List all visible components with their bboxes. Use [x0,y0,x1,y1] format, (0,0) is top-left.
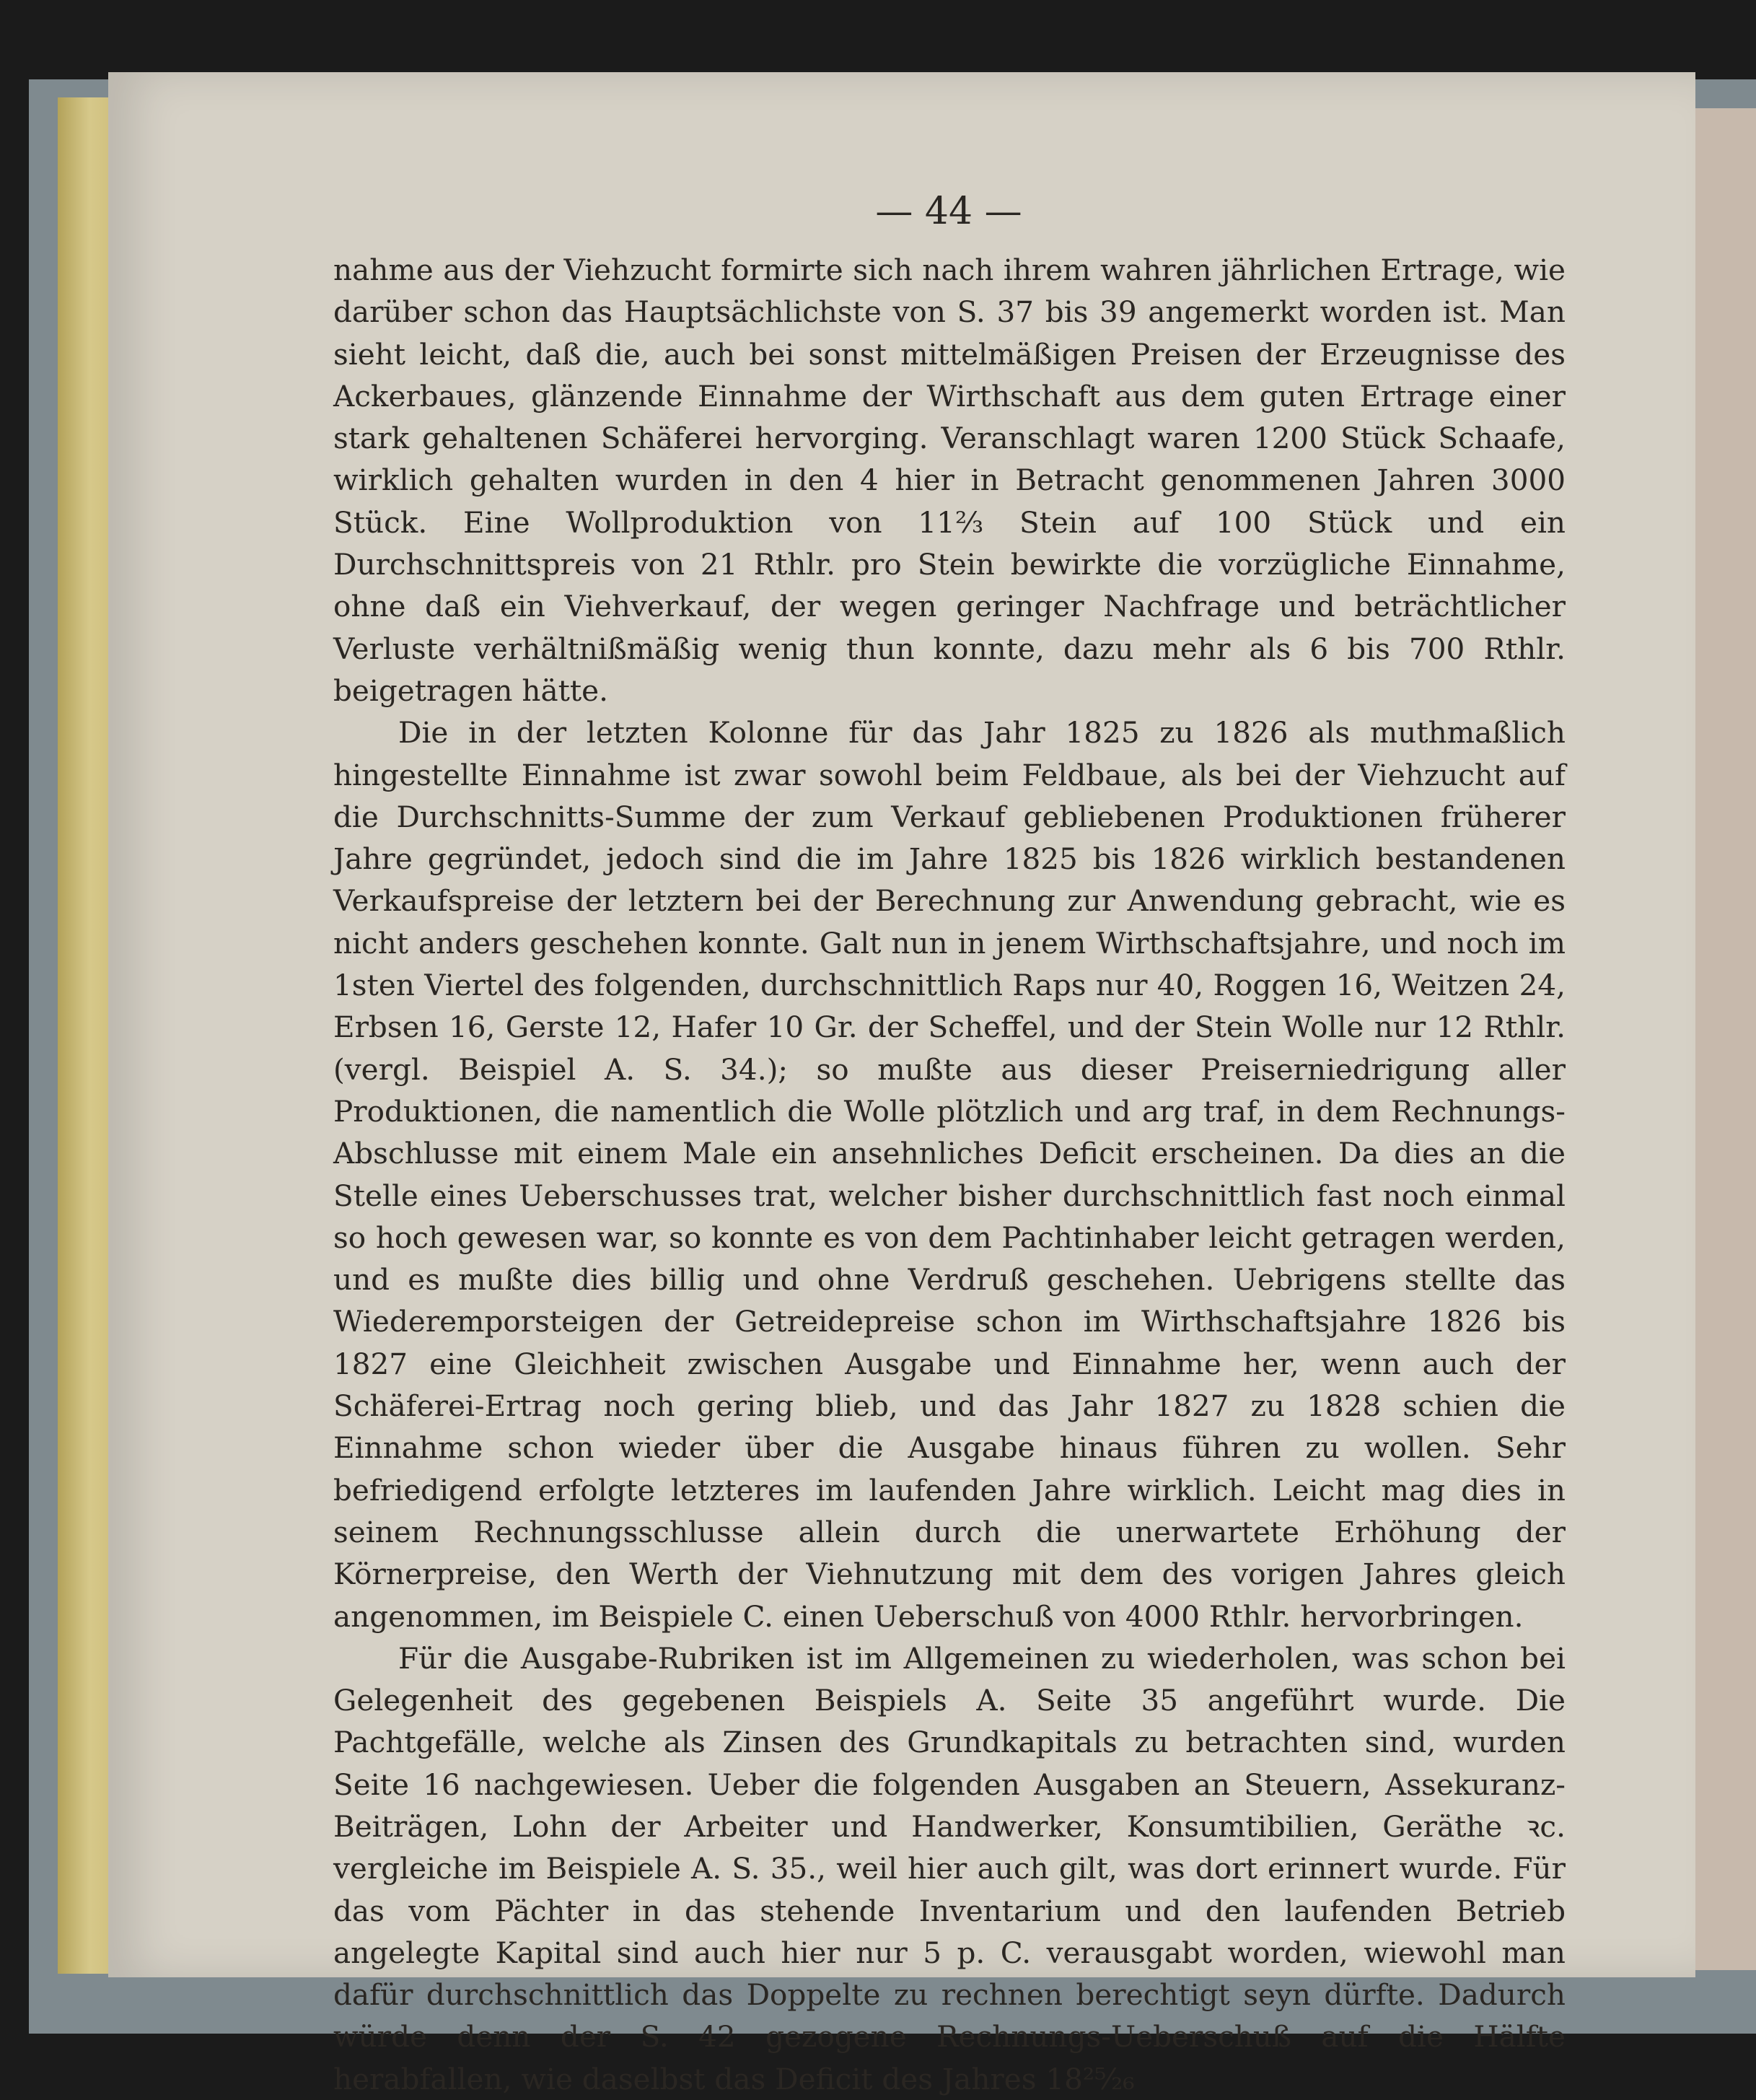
paragraph: Die in der letzten Kolonne für das Jahr 1825 zu 1826 als muthmaßlich hingestellte Einnahme ist zwar sowohl beim Feldbaue, als bei der Viehzucht auf die Durchschnitts-Summe der zum Verkauf gebliebenen Produktionen früherer Jahre gegründet, jedoch sind die im Jahre 1825 bis 1826 wirklich bestandenen Verkaufspreise der letztern bei der Berechnung zur Anwendung gebracht, wie es nicht anders geschehen konnte. Galt nun in jenem Wirthschaftsjahre, und noch im 1sten Viertel des folgenden, durchschnittlich Raps nur 40, Roggen 16, Weitzen 24, Erbsen 16, Gerste 12, Hafer 10 Gr. der Scheffel, und der Stein Wolle nur 12 Rthlr. (vergl. Beispiel A. S. 34.); so mußte aus dieser Preiserniedrigung aller Produktionen, die namentlich die Wolle plötzlich und arg traf, in dem Rechnungs-Abschlusse mit einem Male ein ansehnliches Deficit erscheinen. Da dies an die Stelle eines Ueberschusses trat, welcher bisher durchschnittlich fast noch einmal so hoch gewesen war, so konnte es von dem Pachtinhaber leicht getragen werden, und es mußte dies billig und ohne Verdruß geschehen. Uebrigens stellte das Wiederemporsteigen der Getreidepreise schon im Wirthschaftsjahre 1826 bis 1827 eine Gleichheit zwischen Ausgabe und Einnahme her, wenn auch der Schäferei-Ertrag noch gering blieb, und das Jahr 1827 zu 1828 schien die Einnahme schon wieder über die Ausgabe hinaus führen zu wollen. Sehr befriedigend erfolgte letzteres im laufenden Jahre wirklich. Leicht mag dies in seinem Rechnungsschlusse allein durch die unerwartete Erhöhung der Körnerpreise, den Werth der Viehnutzung mit dem des vorigen Jahres gleich angenommen, im Beispiele C. einen Ueberschuß von 4000 Rthlr. hervorbringen. [333,715,1566,1634]
paragraph: nahme aus der Viehzucht formirte sich nach ihrem wahren jährlichen Ertrage, wie darüber schon das Hauptsächlichste von S. 37 bis 39 angemerkt worden ist. Man sieht leicht, daß die, auch bei sonst mittelmäßigen Preisen der Erzeugnisse des Ackerbaues, glänzende Einnahme der Wirthschaft aus dem guten Ertrage einer stark gehaltenen Schäferei hervorging. Veranschlagt waren 1200 Stück Schaafe, wirklich gehalten wurden in den 4 hier in Betracht genommenen Jahren 3000 Stück. Eine Wollproduktion von 11⅔ Stein auf 100 Stück und ein Durchschnittspreis von 21 Rthlr. pro Stein bewirkte die vorzügliche Einnahme, ohne daß ein Viehverkauf, der wegen geringer Nachfrage und beträchtlicher Verluste verhältnißmäßig wenig thun konnte, dazu mehr als 6 bis 700 Rthlr. beigetragen hätte. [333,253,1566,708]
facing-page [1688,108,1756,1970]
page-body [333,249,1566,2100]
page-number: — 44 — [875,190,1022,233]
paragraph: Für die Ausgabe-Rubriken ist im Allgemeinen zu wiederholen, was schon bei Gelegenheit des gegebenen Beispiels A. Seite 35 angeführt wurde. Die Pachtgefälle, welche als Zinsen des Grundkapitals zu betrachten sind, wurden Seite 16 nachgewiesen. Ueber die folgenden Ausgaben an Steuern, Assekuranz-Beiträgen, Lohn der Arbeiter und Handwerker, Konsumtibilien, Geräthe ꝛc. vergleiche im Beispiele A. S. 35., weil hier auch gilt, was dort erinnert wurde. Für das vom Pächter in das stehende Inventarium und den laufenden Betrieb angelegte Kapital sind auch hier nur 5 p. C. verausgabt worden, wiewohl man dafür durchschnittlich das Doppelte zu rechnen berechtigt seyn dürfte. Dadurch würde denn der S. 42 gezogene Rechnungs-Ueberschuß auf die Hälfte herabfallen, wie daselbst das Deficit des Jahres 18²⁵⁄₂₆ [333,1640,1566,2096]
